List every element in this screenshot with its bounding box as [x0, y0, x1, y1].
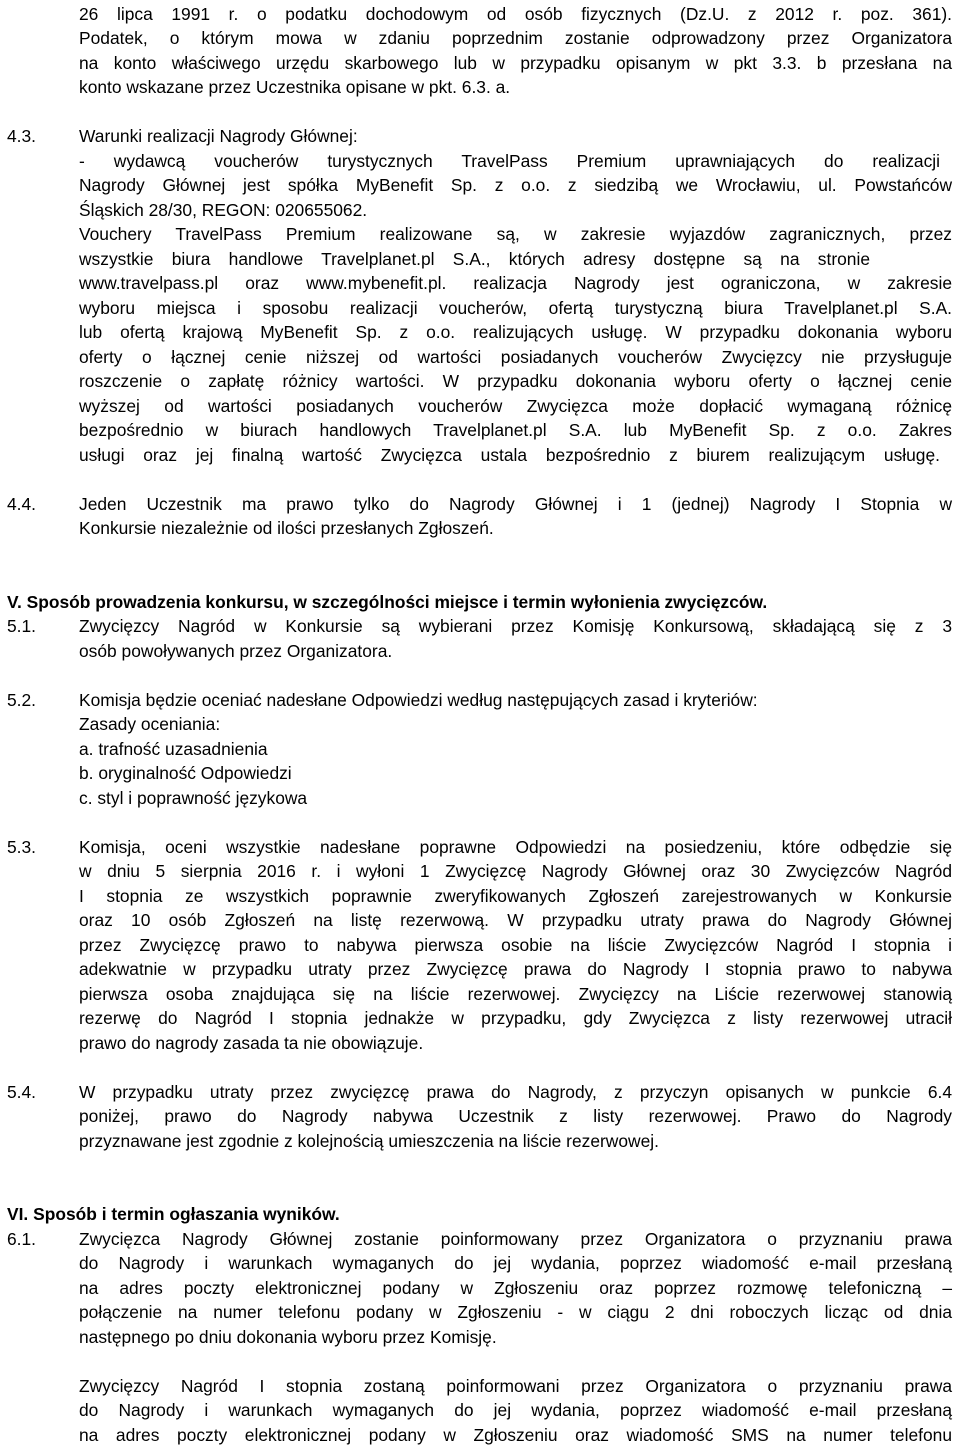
paragraph-line: prawo do nagrody zasada ta nie obowiązuje. — [79, 1033, 424, 1053]
paragraph-line: poniżej, prawo do Nagrody nabywa Uczestnik z listy rezerwowej. Prawo do Nagrody — [79, 1106, 952, 1126]
section-number: 5.3. — [7, 837, 37, 857]
paragraph-line: przez Zwycięzcę prawo to nabywa pierwsza osobie na liście Zwycięzców Nagród I stopnia i — [79, 935, 952, 955]
paragraph-line: adekwatnie w przypadku utraty przez Zwycięzcę prawa do Nagrody I stopnia prawo to nabywa — [79, 959, 952, 979]
paragraph-line: Nagrody Głównej jest spółka MyBenefit Sp. z o.o. z siedzibą we Wrocławiu, ul. Powstańców — [79, 175, 952, 195]
intro-line: konto wskazane przez Uczestnika opisane w pkt. 6.3. a. — [79, 77, 511, 97]
paragraph-line: w dniu 5 sierpnia 2016 r. i wyłoni 1 Zwycięzcę Nagrody Głównej oraz 30 Zwycięzców Nagród — [79, 861, 952, 881]
paragraph-line: do Nagrody i warunkach wymaganych do jej wydania, poprzez wiadomość e-mail przesłaną — [79, 1253, 952, 1273]
paragraph-line: bezpośrednio w biurach handlowych Travelplanet.pl S.A. lub MyBenefit Sp. z o.o. Zakres — [79, 420, 952, 440]
paragraph-line: oraz 10 osób Zgłoszeń na listę rezerwową. W przypadku utraty prawa do Nagrody Głównej — [79, 910, 952, 930]
section-number: 4.4. — [7, 494, 37, 514]
paragraph-line: oferty o łącznej cenie niższej od wartości posiadanych voucherów Zwycięzcy nie przysługuje — [79, 347, 952, 367]
paragraph-line: Konkursie niezależnie od ilości przesłanych Zgłoszeń. — [79, 518, 494, 538]
paragraph-line: roszczenie o zapłatę różnicy wartości. W przypadku dokonania wyboru oferty o łącznej cenie — [79, 371, 952, 391]
paragraph-line: Komisja będzie oceniać nadesłane Odpowiedzi według następujących zasad i kryteriów: — [79, 690, 758, 710]
paragraph-line: na adres poczty elektronicznej podany w Zgłoszeniu oraz wiadomość SMS na numer telefonu — [79, 1425, 952, 1445]
paragraph-line: Jeden Uczestnik ma prawo tylko do Nagrody Głównej i 1 (jednej) Nagrody I Stopnia w — [79, 494, 952, 514]
list-item: a. trafność uzasadnienia — [79, 739, 268, 759]
paragraph-line: połączenie na numer telefonu podany w Zgłoszeniu - w ciągu 2 dni roboczych licząc od dnia — [79, 1302, 952, 1322]
intro-line: Podatek, o którym mowa w zdaniu poprzednim zostanie odprowadzony przez Organizatora — [79, 28, 952, 48]
paragraph-line: Vouchery TravelPass Premium realizowane są, w zakresie wyjazdów zagranicznych, przez — [79, 224, 952, 244]
list-item: c. styl i poprawność językowa — [79, 788, 308, 808]
paragraph-line: W przypadku utraty przez zwycięzcę prawa do Nagrody, z przyczyn opisanych w punkcie 6.4 — [79, 1082, 952, 1102]
paragraph-line: rezerwę do Nagród I stopnia jednakże w przypadku, gdy Zwycięzca z listy rezerwowej utracił — [79, 1008, 952, 1028]
paragraph-line: Zwycięzcy Nagród I stopnia zostaną poinformowani przez Organizatora o przyznaniu prawa — [79, 1376, 952, 1396]
paragraph-line: Warunki realizacji Nagrody Głównej: — [79, 126, 358, 146]
paragraph-line: usługi oraz jej finalną wartość Zwycięzca ustala bezpośrednio z biurem realizującym usługę. — [79, 445, 940, 465]
section-heading: VI. Sposób i termin ogłaszania wyników. — [7, 1204, 340, 1224]
section-number: 5.4. — [7, 1082, 37, 1102]
paragraph-line: wszystkie biura handlowe Travelplanet.pl S.A., których adresy dostępne są na stronie — [79, 249, 870, 269]
paragraph-line: I stopnia ze wszystkich poprawnie zweryfikowanych Zgłoszeń zarejestrowanych w Konkursie — [79, 886, 952, 906]
paragraph-line: Zasady oceniania: — [79, 714, 221, 734]
paragraph-line: lub ofertą krajową MyBenefit Sp. z o.o. realizujących usługę. W przypadku dokonania wyboru — [79, 322, 952, 342]
paragraph-line: Komisja, oceni wszystkie nadesłane poprawne Odpowiedzi na posiedzeniu, które odbędzie się — [79, 837, 952, 857]
paragraph-line: www.travelpass.pl oraz www.mybenefit.pl. realizacja Nagrody jest ograniczona, w zakresie — [79, 273, 952, 293]
paragraph-line: Śląskich 28/30, REGON: 020655062. — [79, 200, 368, 220]
paragraph-line: przyznawane jest zgodnie z kolejnością umieszczenia na liście rezerwowej. — [79, 1131, 659, 1151]
paragraph-line: na adres poczty elektronicznej podany w Zgłoszeniu oraz poprzez rozmowę telefoniczną – — [79, 1278, 952, 1298]
section-number: 6.1. — [7, 1229, 37, 1249]
list-item: b. oryginalność Odpowiedzi — [79, 763, 292, 783]
section-heading: V. Sposób prowadzenia konkursu, w szczególności miejsce i termin wyłonienia zwycięzców. — [7, 592, 768, 612]
section-number: 4.3. — [7, 126, 37, 146]
paragraph-line: wyboru miejsca i sposobu realizacji voucherów, ofertą turystyczną biura Travelplanet.pl S.A. — [79, 298, 952, 318]
paragraph-line: pierwsza osoba znajdująca się na liście rezerwowej. Zwycięzcy na Liście rezerwowej stanowią — [79, 984, 952, 1004]
section-number: 5.1. — [7, 616, 37, 636]
paragraph-line: do Nagrody i warunkach wymaganych do jej wydania, poprzez wiadomość e-mail przesłaną — [79, 1400, 952, 1420]
paragraph-line: Zwycięzca Nagrody Głównej zostanie poinformowany przez Organizatora o przyznaniu prawa — [79, 1229, 952, 1249]
paragraph-line: wyższej od wartości posiadanych voucherów Zwycięzca może dopłacić wymaganą różnicę — [79, 396, 952, 416]
paragraph-line: następnego po dniu dokonania wyboru przez Komisję. — [79, 1327, 497, 1347]
section-number: 5.2. — [7, 690, 37, 710]
paragraph-line: osób powoływanych przez Organizatora. — [79, 641, 393, 661]
paragraph-line: Zwycięzcy Nagród w Konkursie są wybierani przez Komisję Konkursową, składającą się z 3 — [79, 616, 952, 636]
intro-line: 26 lipca 1991 r. o podatku dochodowym od osób fizycznych (Dz.U. z 2012 r. poz. 361). — [79, 4, 952, 24]
paragraph-line: - wydawcą voucherów turystycznych TravelPass Premium uprawniających do realizacji — [79, 151, 940, 171]
intro-line: na konto właściwego urzędu skarbowego lub w przypadku opisanym w pkt 3.3. b przesłana na — [79, 53, 952, 73]
